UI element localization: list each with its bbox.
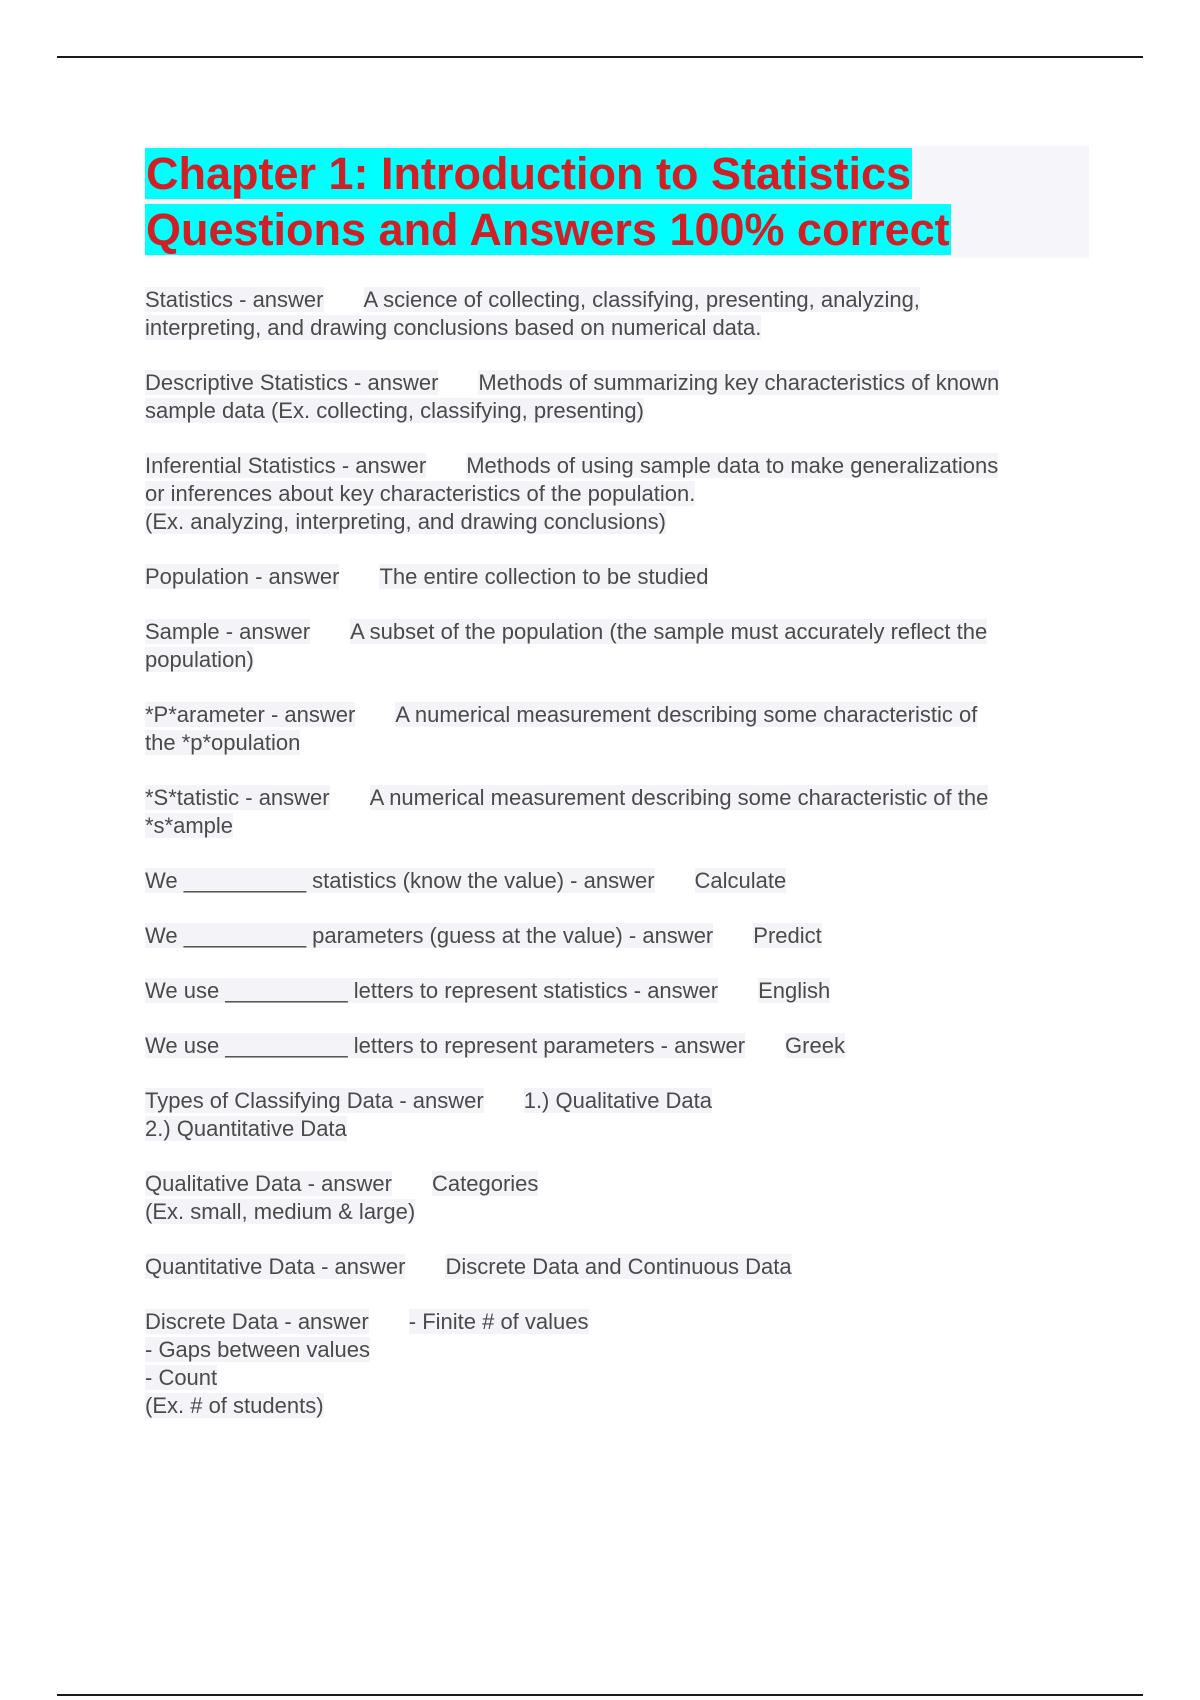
qa-entry	[145, 286, 1089, 342]
qa-definition: Methods of summarizing key characteristics of known sample data (Ex. collecting, classifying, presenting)	[145, 370, 1000, 423]
document-body	[145, 146, 1089, 1447]
qa-definition: Greek	[785, 1033, 845, 1058]
qa-term: Sample - answer	[145, 619, 311, 644]
qa-definition: Calculate	[694, 868, 787, 893]
qa-entry	[145, 563, 1089, 591]
qa-term: Inferential Statistics - answer	[145, 453, 427, 478]
qa-definition: A numerical measurement describing some characteristic of the *s*ample	[145, 785, 989, 838]
qa-definition: A subset of the population (the sample must accurately reflect the population)	[145, 619, 988, 672]
header-rule	[57, 56, 1143, 58]
qa-term: We use __________ letters to represent parameters - answer	[145, 1033, 746, 1058]
qa-term: Quantitative Data - answer	[145, 1254, 406, 1279]
qa-term: Statistics - answer	[145, 287, 324, 312]
qa-definition: A science of collecting, classifying, presenting, analyzing, interpreting, and drawing conclusions based on numerical data.	[145, 287, 920, 340]
qa-definition: Categories (Ex. small, medium & large)	[145, 1171, 539, 1224]
qa-entry	[145, 922, 1089, 950]
qa-entry	[145, 977, 1089, 1005]
title-line-2: Questions and Answers 100% correct	[146, 204, 950, 255]
qa-entry	[145, 1170, 1089, 1226]
qa-definition: The entire collection to be studied	[379, 564, 709, 589]
qa-definition: Discrete Data and Continuous Data	[445, 1254, 792, 1279]
qa-entry	[145, 1032, 1089, 1060]
qa-term: Discrete Data - answer	[145, 1309, 369, 1334]
qa-entry	[145, 1087, 1089, 1143]
title-block	[145, 146, 1089, 258]
qa-definition: English	[758, 978, 831, 1003]
qa-definition: Methods of using sample data to make generalizations or inferences about key characteristics of the population. (Ex. analyzing, interpreting, and drawing conclusions)	[145, 453, 999, 534]
qa-term: Qualitative Data - answer	[145, 1171, 392, 1196]
qa-term: We __________ parameters (guess at the value) - answer	[145, 923, 714, 948]
qa-entry	[145, 369, 1089, 425]
qa-entry	[145, 784, 1089, 840]
qa-term: *S*tatistic - answer	[145, 785, 330, 810]
qa-definition: - Finite # of values - Gaps between values - Count (Ex. # of students)	[145, 1309, 589, 1418]
qa-entry	[145, 1308, 1089, 1420]
qa-entry	[145, 701, 1089, 757]
document-title	[145, 146, 1089, 258]
footer-rule	[57, 1694, 1143, 1696]
qa-term: Population - answer	[145, 564, 340, 589]
qa-entry	[145, 452, 1089, 536]
qa-definition: 1.) Qualitative Data 2.) Quantitative Data	[145, 1088, 713, 1141]
qa-term: Types of Classifying Data - answer	[145, 1088, 484, 1113]
qa-entry	[145, 867, 1089, 895]
qa-entry	[145, 618, 1089, 674]
qa-term: *P*arameter - answer	[145, 702, 356, 727]
qa-definition: Predict	[753, 923, 822, 948]
qa-term: We use __________ letters to represent statistics - answer	[145, 978, 719, 1003]
qa-definition: A numerical measurement describing some characteristic of the *p*opulation	[145, 702, 978, 755]
qa-term: Descriptive Statistics - answer	[145, 370, 439, 395]
qa-entry	[145, 1253, 1089, 1281]
qa-term: We __________ statistics (know the value) - answer	[145, 868, 655, 893]
title-line-1: Chapter 1: Introduction to Statistics	[146, 148, 912, 199]
